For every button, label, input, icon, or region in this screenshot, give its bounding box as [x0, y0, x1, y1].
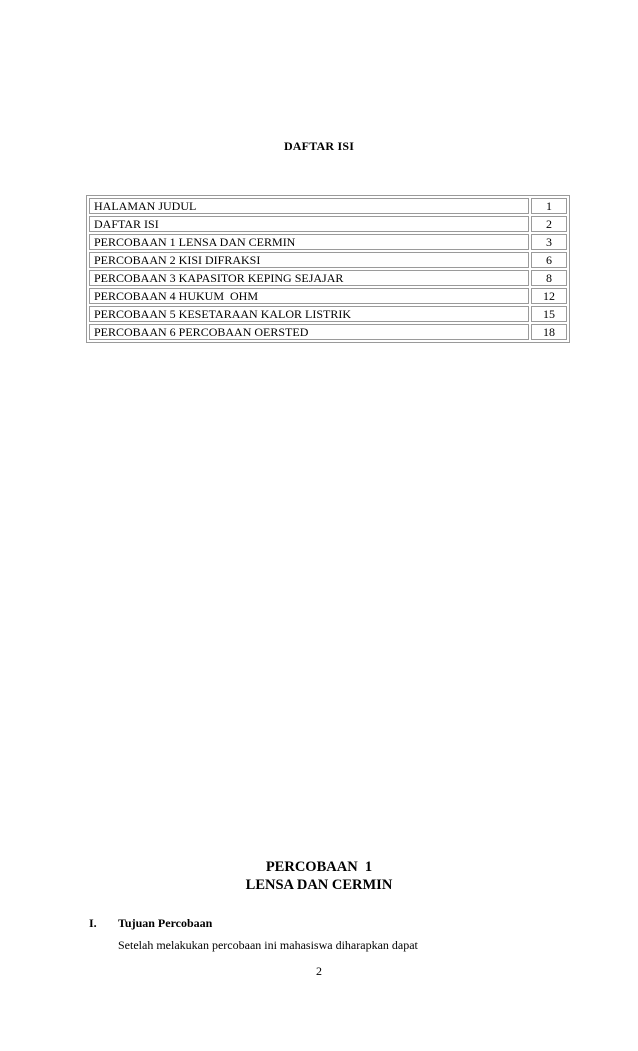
table-row	[89, 216, 567, 232]
table-row	[89, 288, 567, 304]
toc-entry-title: DAFTAR ISI	[89, 216, 529, 232]
chapter-number: PERCOBAAN 1	[265, 859, 373, 875]
table-row	[89, 324, 567, 340]
toc-entry-title: PERCOBAAN 2 KISI DIFRAKSI	[89, 252, 529, 268]
chapter-name: LENSA DAN CERMIN	[245, 877, 393, 893]
toc-entry-title: PERCOBAAN 5 KESETARAAN KALOR LISTRIK	[89, 306, 529, 322]
section-body-text: Setelah melakukan percobaan ini mahasiswa diharapkan dapat	[118, 938, 418, 952]
toc-heading: DAFTAR ISI	[283, 139, 355, 153]
toc-entry-title: PERCOBAAN 6 PERCOBAAN OERSTED	[89, 324, 529, 340]
toc-entry-page: 8	[531, 270, 567, 286]
toc-entry-page: 1	[531, 198, 567, 214]
toc-entry-title: PERCOBAAN 3 KAPASITOR KEPING SEJAJAR	[89, 270, 529, 286]
toc-entry-page: 12	[531, 288, 567, 304]
toc-entry-page: 3	[531, 234, 567, 250]
section-number: I.	[89, 916, 97, 930]
chapter-title	[0, 858, 638, 894]
page-number: 2	[316, 964, 322, 978]
table-row	[89, 198, 567, 214]
section-title: Tujuan Percobaan	[118, 916, 213, 930]
section-heading	[89, 916, 212, 931]
table-row	[89, 252, 567, 268]
toc-table	[86, 195, 570, 343]
table-row	[89, 270, 567, 286]
toc-entry-title: PERCOBAAN 1 LENSA DAN CERMIN	[89, 234, 529, 250]
toc-entry-page: 18	[531, 324, 567, 340]
table-row	[89, 306, 567, 322]
table-row	[89, 234, 567, 250]
toc-entry-page: 2	[531, 216, 567, 232]
toc-entry-page: 6	[531, 252, 567, 268]
toc-entry-page: 15	[531, 306, 567, 322]
toc-entry-title: HALAMAN JUDUL	[89, 198, 529, 214]
toc-entry-title: PERCOBAAN 4 HUKUM OHM	[89, 288, 529, 304]
